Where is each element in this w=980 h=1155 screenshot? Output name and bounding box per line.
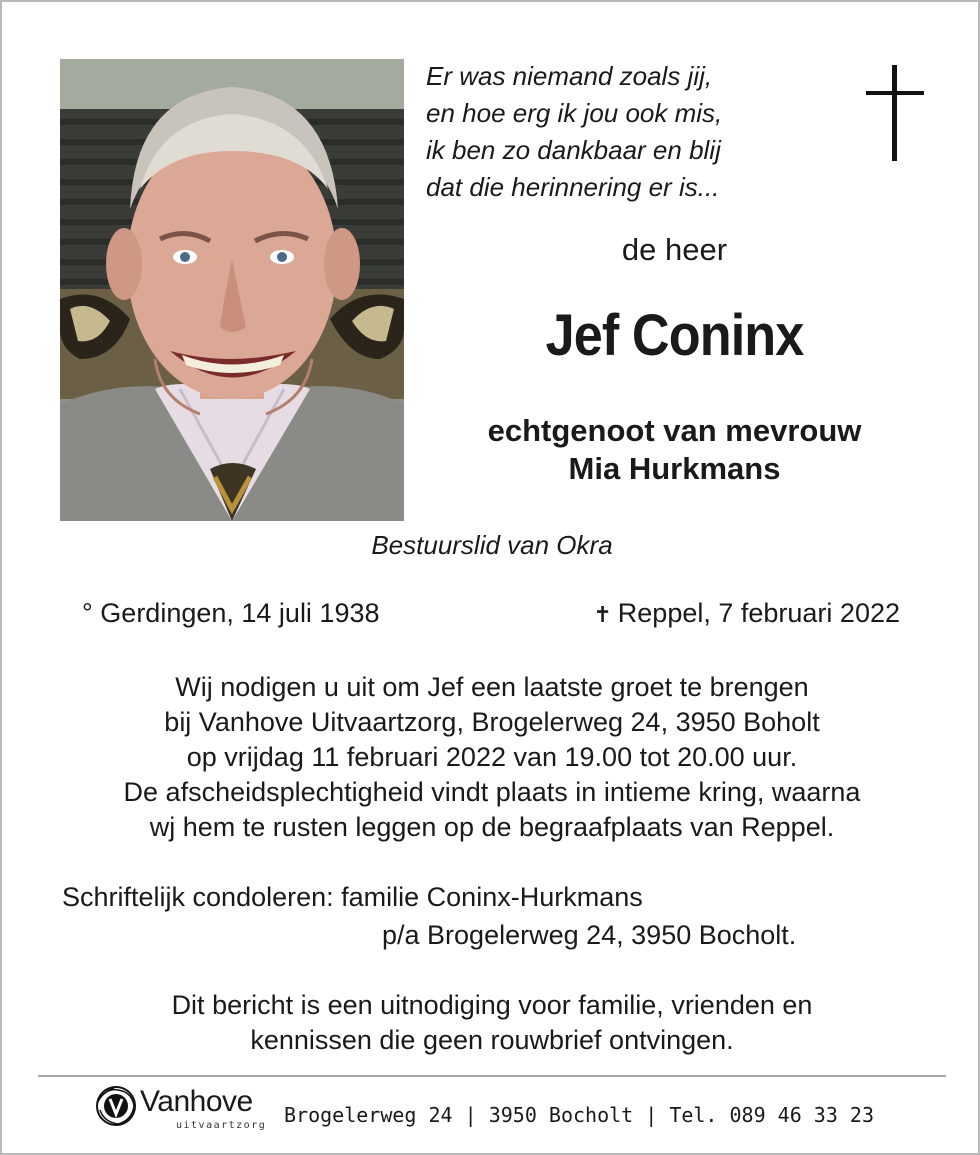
invitation-line: bij Vanhove Uitvaartzorg, Brogelerweg 24, 3950 Boholt [164, 707, 820, 737]
logo-subtitle: uitvaartzorg [176, 1120, 267, 1131]
death-line [593, 598, 900, 629]
spouse-block [432, 412, 917, 488]
notice-line: kennissen die geen rouwbrief ontvingen. [250, 1025, 734, 1055]
invitation-text [2, 670, 980, 845]
invitation-line: De afscheidsplechtigheid vindt plaats in intieme kring, waarna [123, 777, 861, 807]
vanhove-emblem-icon [94, 1084, 142, 1128]
vanhove-logo [94, 1082, 274, 1134]
memorial-poem: Er was niemand zoals jij, en hoe erg ik jou ook mis, ik ben zo dankbaar en blij dat die herinnering er is... [426, 61, 723, 202]
condolence-line-2: p/a Brogelerweg 24, 3950 Bocholt. [382, 920, 797, 950]
title-prefix: de heer [621, 232, 728, 267]
role-line: Bestuurslid van Okra [371, 530, 613, 560]
invitation-line: Wij nodigen u uit om Jef een laatste groet te brengen [175, 672, 809, 702]
logo-name: Vanhove [140, 1085, 253, 1118]
condolence-line-1: Schriftelijk condoleren: familie Coninx-Hurkmans [62, 882, 643, 912]
notice-line: Dit bericht is een uitnodiging voor familie, vrienden en [171, 990, 813, 1020]
cross-icon [866, 65, 924, 161]
invitation-line: wj hem te rusten leggen op de begraafplaats van Reppel. [149, 812, 835, 842]
portrait-image [60, 59, 404, 521]
spouse-line-2: Mia Hurkmans [568, 451, 781, 486]
notice-text [2, 988, 980, 1058]
death-text: Reppel, 7 februari 2022 [617, 598, 900, 628]
birth-line: ° Gerdingen, 14 juli 1938 [82, 598, 380, 628]
footer-divider [38, 1075, 946, 1077]
dagger-icon: ✝ [593, 602, 612, 627]
deceased-name: Jef Coninx [545, 303, 804, 368]
portrait-photo [60, 59, 404, 521]
invitation-line: op vrijdag 11 februari 2022 van 19.00 tot 20.00 uur. [186, 742, 798, 772]
spouse-line-1: echtgenoot van mevrouw [487, 413, 862, 448]
footer-address: Brogelerweg 24 | 3950 Bocholt | Tel. 089 46 33 23 [284, 1103, 875, 1127]
